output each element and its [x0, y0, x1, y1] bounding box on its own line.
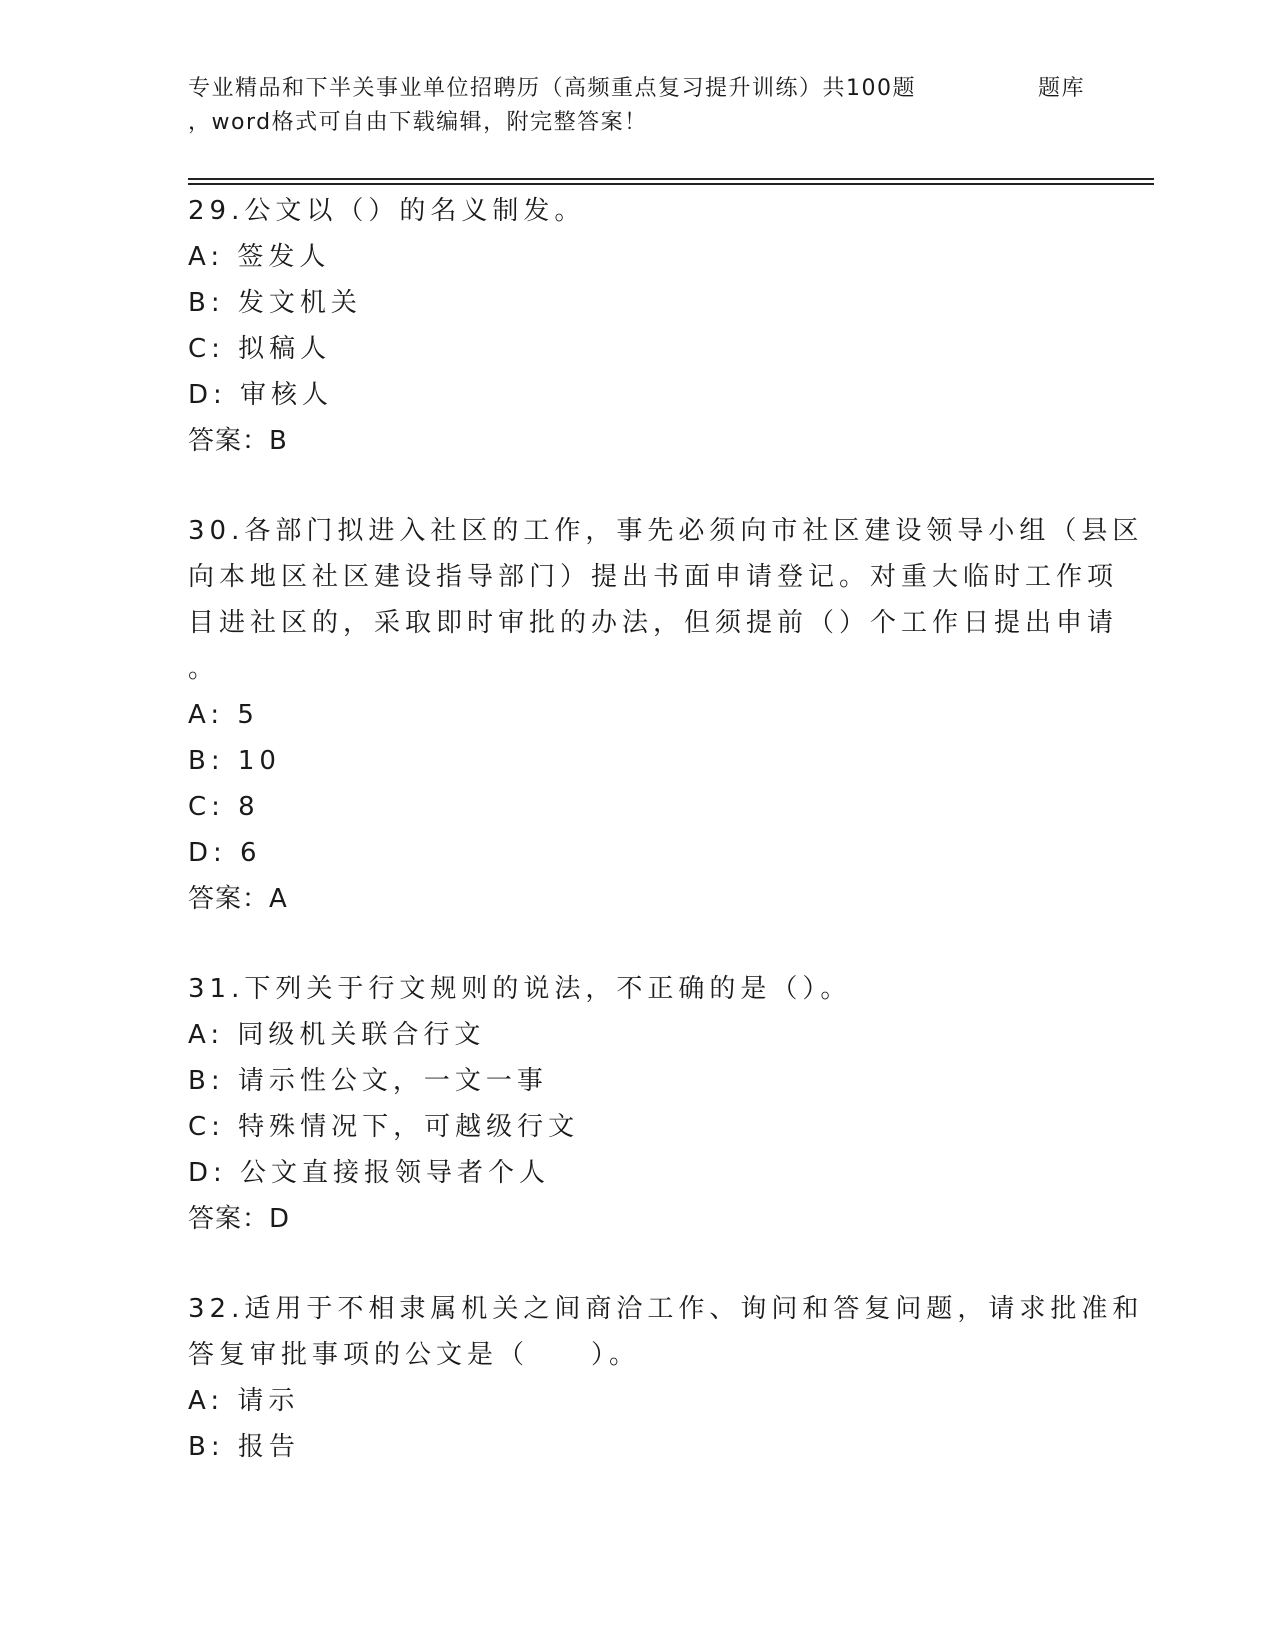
option-c: C: 拟稿人	[188, 334, 332, 364]
question-stem-line: 向本地区社区建设指导部门）提出书面申请登记。对重大临时工作项	[188, 562, 1119, 592]
answer-label: 答案：B	[188, 426, 288, 456]
answer-label: 答案：D	[188, 1204, 291, 1234]
question-stem-line: 答复审批事项的公文是（ ）。	[188, 1340, 641, 1370]
header-subtitle: ，word格式可自由下载编辑，附完整答案！	[188, 110, 648, 135]
option-b: B: 请示性公文，一文一事	[188, 1066, 548, 1096]
option-c: C: 8	[188, 792, 260, 822]
spacer	[188, 1242, 1088, 1286]
option-a: A: 签发人	[188, 242, 331, 272]
question-31	[188, 966, 1088, 1242]
option-b: B: 报告	[188, 1432, 300, 1462]
option-a: A: 同级机关联合行文	[188, 1020, 486, 1050]
header-divider-bottom	[188, 183, 1154, 185]
document-header	[188, 72, 1088, 140]
question-stem-line: 。	[188, 654, 220, 684]
option-c: C: 特殊情况下，可越级行文	[188, 1112, 580, 1142]
spacer	[188, 464, 1088, 508]
question-stem: 31.下列关于行文规则的说法，不正确的是（）。	[188, 974, 852, 1004]
question-30	[188, 508, 1144, 922]
question-stem-line: 30.各部门拟进入社区的工作，事先必须向市社区建设领导小组（县区	[188, 516, 1144, 546]
option-d: D: 公文直接报领导者个人	[188, 1158, 551, 1188]
question-list	[188, 188, 1144, 1470]
option-a: A: 请示	[188, 1386, 300, 1416]
header-divider-top	[188, 178, 1154, 180]
option-d: D: 6	[188, 838, 262, 868]
question-29	[188, 188, 1088, 464]
question-stem: 29.公文以（）的名义制发。	[188, 196, 586, 226]
spacer	[188, 922, 1088, 966]
question-stem-line: 32.适用于不相隶属机关之间商洽工作、询问和答复问题，请求批准和	[188, 1294, 1144, 1324]
header-title: 专业精品和下半关事业单位招聘历（高频重点复习提升训练）共100题	[188, 76, 916, 101]
header-tag: 题库	[1038, 76, 1086, 101]
option-b: B: 10	[188, 746, 281, 776]
option-a: A: 5	[188, 700, 259, 730]
option-b: B: 发文机关	[188, 288, 362, 318]
option-d: D: 审核人	[188, 380, 334, 410]
answer-label: 答案：A	[188, 884, 288, 914]
question-32	[188, 1286, 1144, 1470]
question-stem-line: 目进社区的，采取即时审批的办法，但须提前（）个工作日提出申请	[188, 608, 1119, 638]
